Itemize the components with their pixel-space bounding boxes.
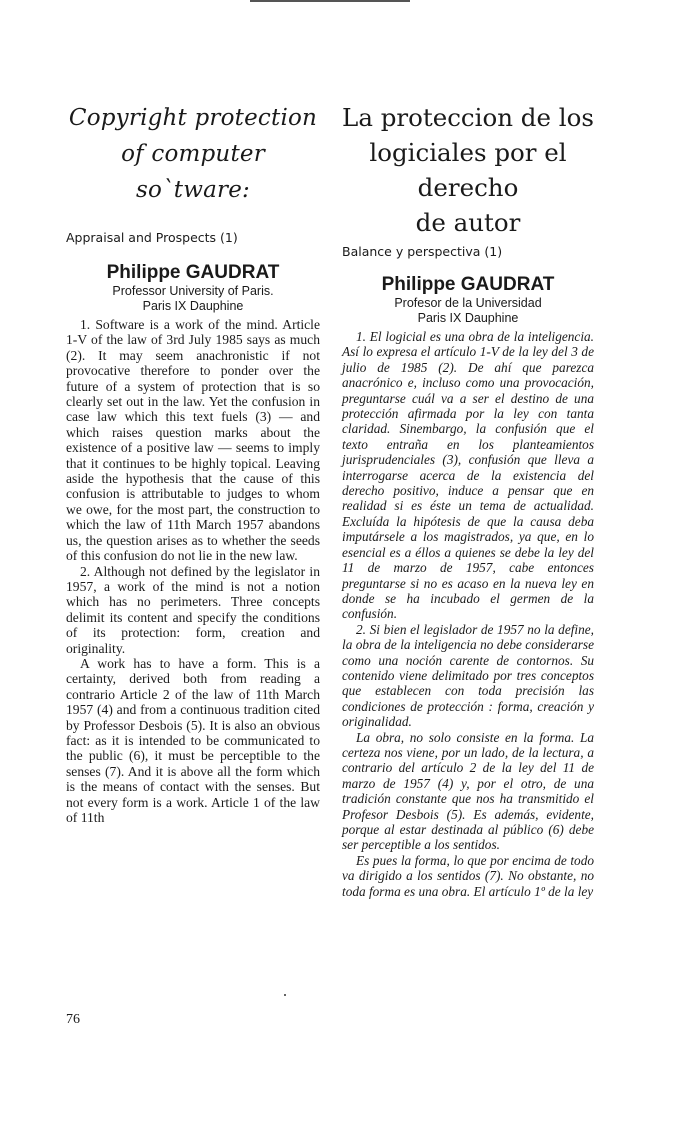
english-affiliation-line-1: Professor University of Paris. [112, 284, 274, 298]
top-rule [250, 0, 410, 2]
english-title [66, 100, 320, 208]
english-author: Philippe GAUDRAT [106, 262, 280, 283]
english-title-line-1: Copyright protection [68, 105, 318, 131]
spanish-affiliation-line-2: Paris IX Dauphine [417, 311, 519, 325]
stray-dot [284, 994, 286, 996]
spanish-paragraph-4: Es pues la forma, lo que por encima de todo va dirigido a los sentidos (7). No obstante, no toda forma es una obra. El artículo 1º de la ley [342, 852, 594, 899]
spanish-title-line-3: de autor [415, 208, 521, 237]
spanish-column [342, 100, 594, 899]
english-affiliation-line-2: Paris IX Dauphine [142, 299, 244, 313]
english-body [66, 317, 320, 825]
spanish-title-line-1: La proteccion de los [342, 103, 594, 132]
spanish-paragraph-2: 2. Si bien el legislador de 1957 no la define, la obra de la inteligencia no debe considerarse como una noción carente de contornos. Su contenido viene delimitado por tres conceptos que establecen con toda precisión las condiciones de protección : forma, creación y originalidad. [342, 621, 594, 730]
spanish-author: Philippe GAUDRAT [381, 274, 555, 295]
spanish-title [342, 100, 594, 240]
spanish-subtitle: Balance y perspectiva (1) [342, 244, 503, 259]
spanish-affiliation-line-1: Profesor de la Universidad [394, 296, 542, 310]
spanish-paragraph-3: La obra, no solo consiste en la forma. La certeza nos viene, por un lado, de la lectura, a contrario del artículo 2 de la ley del 11 de marzo de 1957 (4) y, por el otro, de una tradición constante que nos ha transmitido el Profesor Desbois (5). Es además, evidente, porque al estar destinada al público (6) debe ser perceptible a los sentidos. [342, 729, 594, 853]
english-paragraph-3: A work has to have a form. This is a certainty, derived both from reading a contrario Article 2 of the law of 11th March 1957 (4) and from a continuous tradition cited by Professor Desbois (5). It is also an obvious fact: as it is intended to be communicated to the public (6), it must be perceptible to the senses (7). And it is above all the form which is the means of contact with the senses. But not every form is a work. Article 1 of the law of 11th [66, 655, 320, 825]
english-paragraph-1: 1. Software is a work of the mind. Article 1-V of the law of 3rd July 1985 says as much (2). It may seem anachronistic if not provocative therefore to ponder over the future of a system of protection that is so clearly set out in the law. Yet the confusion in case law which this text fuels (3) — and which raises question marks about the existence of a positive law — seems to imply that it continues to be highly topical. Leaving aside the hypothesis that the cause of this confusion is attributable to judges to whom we owe, for the most part, the construction to which the law of 11th March 1957 abandons us, the question arises as to whether the seeds of this confusion do not lie in the new law. [66, 317, 320, 564]
page-number: 76 [66, 1012, 80, 1027]
english-column [66, 100, 320, 825]
english-paragraph-2: 2. Although not defined by the legislator in 1957, a work of the mind is not a notion which has no perimeters. Three concepts delimit its content and specify the conditions of its protection: form, creation and originality. [66, 563, 320, 656]
spanish-title-line-2: logiciales por el derecho [369, 138, 567, 202]
spanish-paragraph-1: 1. El logicial es una obra de la inteligencia. Así lo expresa el artículo 1-V de la ley del 3 de julio de 1985 (2). De ahí que parezca anacrónico e, incluso como una provocación, preguntarse cuál va a ser el destino de una protección afirmada por la ley con tanta claridad. Sinembargo, la confusión que el texto entraña en los planteamientos jurisprudenciales (3), confusión que lleva a interrogarse acerca de la existencia del derecho positivo, induce a pensar que en realidad si es éste un tema de actualidad. Excluída la hipótesis de que la causa deba imputársele a los magistrados, ya que, en lo esencial es a éllos a quienes se debe la ley del 11 de marzo de 1957, cabe entonces preguntarse si no es acaso en la nueva ley en donde se ha incubado el germen de la confusión. [342, 329, 594, 622]
english-title-line-2: of computer so`tware: [121, 141, 265, 203]
english-subtitle: Appraisal and Prospects (1) [66, 230, 238, 245]
spanish-body [342, 329, 594, 899]
